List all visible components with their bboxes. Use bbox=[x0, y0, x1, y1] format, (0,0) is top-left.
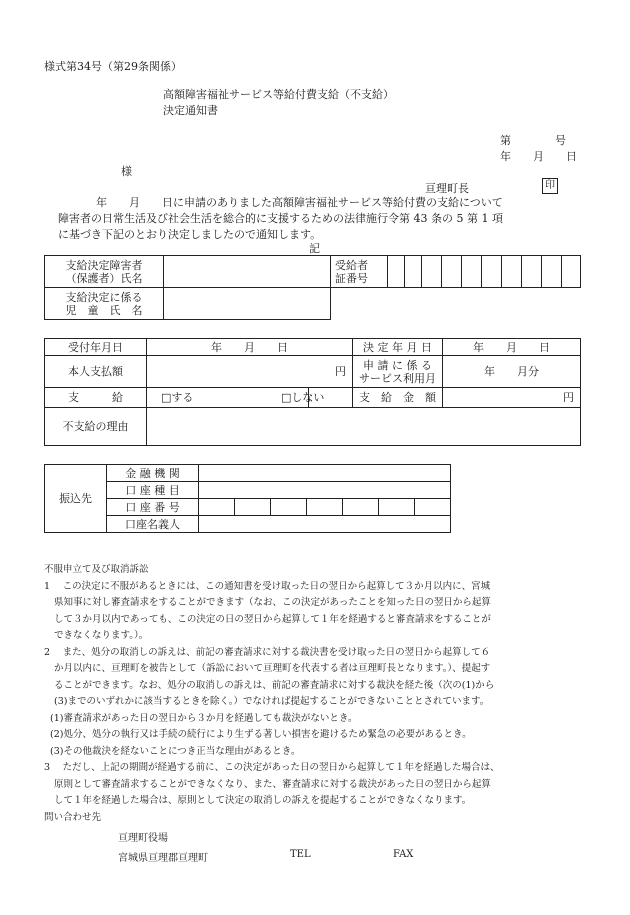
account-holder-cell bbox=[199, 516, 451, 533]
intro-line-3: に基づき下記のとおり決定しましたので通知します。 bbox=[58, 228, 322, 241]
note-line: して３か月以内であっても、この決定の日の翌日から起算して１年を経過すると審査請求をすることが bbox=[54, 613, 491, 625]
certificate-digit-cell bbox=[388, 256, 405, 288]
note-line: できなくなります。）。 bbox=[54, 630, 149, 641]
note-line: (1)審査請求があった日の翌日から３か月を経過しても裁決がないとき。 bbox=[50, 712, 358, 724]
account-type-cell bbox=[199, 482, 451, 499]
child-name-label: 支給決定に係る 児 童 氏 名 bbox=[45, 288, 164, 320]
transfer-table bbox=[44, 464, 451, 533]
certificate-digit-cell bbox=[562, 256, 581, 288]
bank-cell bbox=[199, 465, 451, 482]
service-month-value: 年 月分 bbox=[443, 356, 581, 388]
decision-date-label: 決 定 年 月 日 bbox=[353, 339, 443, 356]
account-digit-cell bbox=[271, 499, 307, 516]
note-line: 県知事に対し審査請求をすることができます（なお、この決定があったことを知った日の翌日から起算 bbox=[54, 597, 491, 608]
account-digit-cell bbox=[379, 499, 415, 516]
payment-amount-label: 支 給 金 額 bbox=[353, 388, 443, 408]
non-payment-reason-cell bbox=[147, 408, 581, 446]
contact-tel: TEL bbox=[290, 849, 311, 860]
decision-date-value: 年 月 日 bbox=[443, 339, 581, 356]
account-digit-cell bbox=[235, 499, 271, 516]
payment-option-no: □しない bbox=[309, 388, 353, 408]
form-number: 様式第34号（第29条関係） bbox=[44, 60, 182, 73]
recipient-name-cell bbox=[164, 256, 331, 288]
recipient-table bbox=[44, 255, 581, 320]
self-pay-label: 本人支払額 bbox=[45, 356, 147, 388]
certificate-digit-cell bbox=[502, 256, 522, 288]
note-line: して１年を経過した場合は、原則として決定の取消しの訴えを提起することができなくなります。 bbox=[54, 795, 472, 806]
document-title-line2: 決定通知書 bbox=[163, 104, 218, 117]
certificate-digit-cell bbox=[405, 256, 422, 288]
contact-address: 宮城県亘理郡亘理町 bbox=[118, 853, 208, 864]
issue-date: 年 月 日 bbox=[500, 150, 577, 163]
account-digit-cell bbox=[199, 499, 235, 516]
notes-heading: 不服申立て及び取消訴訟 bbox=[44, 564, 149, 575]
document-number: 第 号 bbox=[500, 134, 566, 147]
child-name-cell bbox=[164, 288, 331, 320]
ki-mark: 記 bbox=[309, 242, 320, 255]
issuer-name: 亘理町長 bbox=[425, 182, 469, 195]
certificate-digit-cell bbox=[462, 256, 482, 288]
note-line: 原則として審査請求することができなくなり、また、審査請求に対する裁決があった日の翌日から起算 bbox=[54, 778, 491, 790]
document-title-line1: 高額障害福祉サービス等給付費支給（不支給） bbox=[163, 88, 394, 101]
note-line: ることができます。なお、処分の取消しの訴えは、前記の審査請求に対する裁決を経た後（次の(1)から bbox=[54, 679, 495, 691]
account-type-label: 口 座 種 目 bbox=[107, 482, 199, 499]
received-date-label: 受付年月日 bbox=[45, 339, 147, 356]
table1-empty-area bbox=[331, 288, 581, 320]
self-pay-yen: 円 bbox=[147, 356, 353, 388]
service-month-label: 申 請 に 係 る サービス利用月 bbox=[353, 356, 443, 388]
received-date-value: 年 月 日 bbox=[147, 339, 353, 356]
note-line: (2)処分、処分の執行又は手続の続行により生ずる著しい損害を避けるため緊急の必要があるとき。 bbox=[50, 729, 472, 740]
note-line: か月以内に、亘理町を被告として（訴訟において亘理町を代表する者は亘理町長となります。）、提起す bbox=[54, 663, 491, 674]
certificate-number-label: 受給者 証番号 bbox=[331, 256, 388, 288]
certificate-digit-cell bbox=[542, 256, 562, 288]
note-line: 3 ただし、上記の期間が経過する前に、この決定があった日の翌日から起算して１年を経過した場合は、 bbox=[44, 762, 500, 773]
certificate-digit-cell bbox=[442, 256, 462, 288]
note-line: 2 また、処分の取消しの訴えは、前記の審査請求に対する裁決書を受け取った日の翌日から起算して６ bbox=[44, 646, 491, 658]
account-digit-cell bbox=[343, 499, 379, 516]
contact-fax: FAX bbox=[393, 849, 414, 860]
payment-label: 支 給 bbox=[45, 388, 147, 408]
appeal-notes bbox=[44, 562, 592, 826]
note-line: (3)その他裁決を経ないことにつき正当な理由があるとき。 bbox=[50, 745, 301, 757]
account-digit-cell bbox=[415, 499, 451, 516]
payment-amount-yen: 円 bbox=[443, 388, 581, 408]
note-line: 1 この決定に不服があるときには、この通知書を受け取った日の翌日から起算して３か月以内に、宮城 bbox=[44, 580, 491, 592]
certificate-digit-cell bbox=[522, 256, 542, 288]
certificate-digit-cell bbox=[422, 256, 442, 288]
recipient-name-label: 支給決定障害者 （保護者）氏名 bbox=[45, 256, 164, 288]
certificate-digit-cell bbox=[482, 256, 502, 288]
note-line: (3)までのいずれかに該当するときを除く。）でなければ提起することができないこととされています。 bbox=[54, 696, 490, 707]
payment-option-yes: □する bbox=[147, 388, 309, 408]
contact-heading: 問い合わせ先 bbox=[44, 811, 102, 823]
seal-mark: 印 bbox=[542, 178, 558, 194]
intro-line-2: 障害者の日常生活及び社会生活を総合的に支援するための法律施行令第 43 条の 5 第 1 項 bbox=[58, 212, 503, 225]
contact-office: 亘理町役場 bbox=[118, 833, 168, 844]
transfer-label: 振込先 bbox=[45, 465, 107, 533]
bank-label: 金 融 機 関 bbox=[107, 465, 199, 482]
addressee-suffix: 様 bbox=[121, 165, 132, 178]
account-holder-label: 口座名義人 bbox=[107, 516, 199, 533]
account-number-label: 口 座 番 号 bbox=[107, 499, 199, 516]
non-payment-reason-label: 不支給の理由 bbox=[45, 408, 147, 446]
intro-line-1: 年 月 日に申請のありました高額障害福祉サービス等給付費の支給について bbox=[96, 196, 503, 209]
decision-table bbox=[44, 338, 581, 446]
account-digit-cell bbox=[307, 499, 343, 516]
